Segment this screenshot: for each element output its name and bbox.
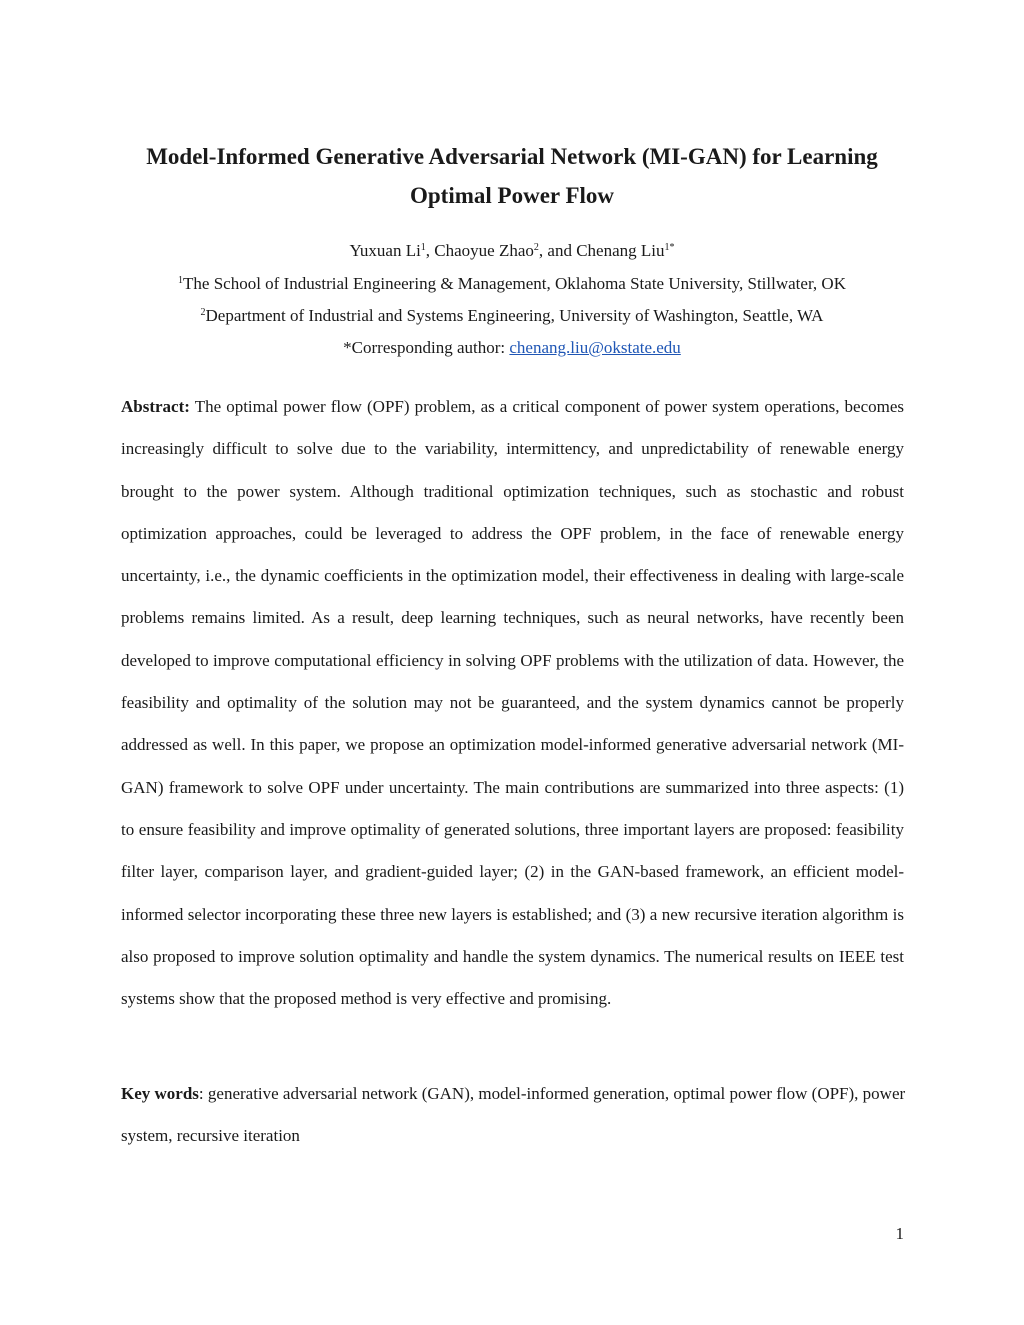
affiliation-1 — [100, 273, 924, 295]
author-name: Chenang Liu — [576, 241, 665, 260]
title-line-2: Optimal Power Flow — [410, 183, 614, 208]
affiliation-2 — [100, 305, 924, 327]
affiliation-text: The School of Industrial Engineering & Management, Oklahoma State University, Stillwater, OK — [183, 274, 846, 293]
affiliation-mark: 1 — [178, 275, 184, 286]
corresponding-author — [100, 337, 924, 359]
keywords-label: Key words — [121, 1084, 199, 1103]
abstract-label: Abstract: — [121, 397, 190, 416]
title-line-1: Model-Informed Generative Adversarial Network (MI-GAN) for Learning — [146, 144, 878, 169]
page-number: 1 — [895, 1224, 904, 1243]
author-affiliation-mark: 2 — [533, 242, 539, 253]
keywords-text: : generative adversarial network (GAN), model-informed generation, optimal power flow (OPF), power system, recursive iteration — [121, 1084, 906, 1146]
author-name: Yuxuan Li — [349, 241, 421, 260]
abstract-text: The optimal power flow (OPF) problem, as a critical component of power system operations, becomes increasingly difficult to solve due to the variability, intermittency, and unpredictability of renewable energy brought to the power system. Although traditional optimization techniques, such as stochastic and robust optimization approaches, could be leveraged to address the OPF problem, in the face of renewable energy uncertainty, i.e., the dynamic coefficients in the optimization model, their effectiveness in dealing with large-scale problems remains limited. As a result, deep learning techniques, such as neural networks, have recently been developed to improve computational efficiency in solving OPF problems with the utilization of data. However, the feasibility and optimality of the solution may not be guaranteed, and the system dynamics cannot be properly addressed as well. In this paper, we propose an optimization model-informed generative adversarial network (MI-GAN) framework to solve OPF under uncertainty. The main contributions are summarized into three aspects: (1) to ensure feasibility and improve optimality of generated solutions, three important layers are proposed: feasibility filter layer, comparison layer, and gradient-guided layer; (2) in the GAN-based framework, an efficient model-informed selector incorporating these three new layers is established; and (3) a new recursive iteration algorithm is also proposed to improve solution optimality and handle the system dynamics. The numerical results on IEEE test systems show that the proposed method is very effective and promising. — [121, 397, 905, 1009]
paper-title — [100, 137, 924, 215]
corresponding-label: *Corresponding author: — [343, 338, 510, 357]
author-separator: , — [425, 241, 435, 260]
abstract-paragraph — [121, 386, 904, 1020]
author-separator: , and — [538, 241, 577, 260]
affiliation-mark: 2 — [200, 307, 206, 318]
corresponding-email-link[interactable]: chenang.liu@okstate.edu — [509, 338, 681, 357]
affiliation-text: Department of Industrial and Systems Engineering, University of Washington, Seattle, WA — [205, 306, 824, 325]
keywords-paragraph — [121, 1073, 911, 1158]
author-affiliation-mark: 1 — [420, 242, 426, 253]
author-affiliation-mark: 1* — [664, 242, 675, 253]
author-name: Chaoyue Zhao — [434, 241, 534, 260]
author-list — [100, 240, 924, 262]
